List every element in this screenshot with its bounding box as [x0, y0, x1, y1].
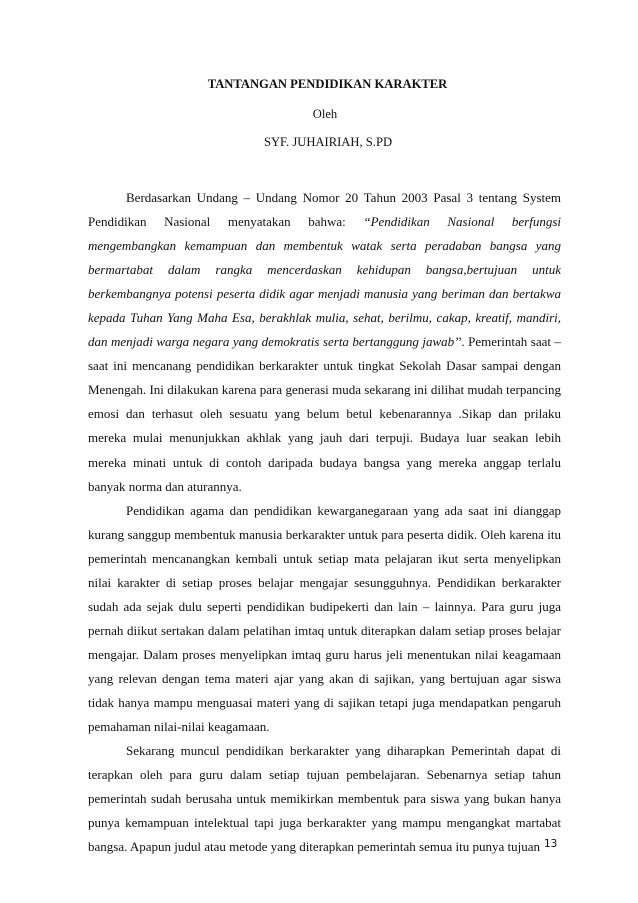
paragraph-1-lead: Berdasarkan Undang – Undang Nomor 20 Tahun 2003 Pasal 3 tentang System Pendidikan Nasional menyatakan bahwa:	[88, 190, 561, 230]
paragraph-2: Pendidikan agama dan pendidikan kewarganegaraan yang ada saat ini dianggap kurang sanggup membentuk manusia berkarakter untuk para peserta didik. Oleh karena itu pemerintah mencanangkan kembali untuk setiap mata pelajaran ikut serta menyelipkan nilai karakter di setiap proses belajar mengajar sesungguhnya. Pendidikan berkarakter sudah ada sejak dulu seperti pendidikan budipekerti dan lain – lainnya. Para guru juga pernah diikut sertakan dalam pelatihan imtaq untuk diterapkan dalam setiap proses belajar mengajar. Dalam proses menyelipkan imtaq guru harus jeli menentukan nilai keagamaan yang relevan dengan tema materi ajar yang akan di sajikan, yang bertujuan agar siswa tidak hanya mampu menguasai materi yang di sajikan tetapi juga mendapatkan pengaruh pemahaman nilai-nilai keagamaan.	[88, 502, 561, 735]
law-quote: “Pendidikan Nasional berfungsi mengembangkan kemampuan dan membentuk watak serta peradaban bangsa yang bermartabat dalam rangka mencerdaskan kehidupan bangsa,bertujuan untuk berkembangnya potensi peserta didik agar menjadi manusia yang beriman dan bertakwa kepada Tuhan Yang Maha Esa, berakhlak mulia, sehat, berilmu, cakap, kreatif, mandiri, dan menjadi warga negara yang demokratis serta bertanggung jawab’’	[88, 214, 561, 350]
document-body	[88, 186, 561, 859]
paragraph-1-rest: . Pemerintah saat – saat ini mencanang pendidikan berkarakter untuk tingkat Sekolah Dasar sampai dengan Menengah. Ini dilakukan karena para generasi muda sekarang ini dilihat mudah terpancing emosi dan terhasut oleh sesuatu yang belum betul kebenarannya .Sikap dan prilaku mereka mulai menunjukkan akhlak yang jauh dari terpuji. Budaya luar seakan lebih mereka minati untuk di contoh daripada budaya bangsa yang mereka anggap terlalu banyak norma dan aturannya.	[88, 334, 561, 494]
paragraph-3: Sekarang muncul pendidikan berkarakter yang diharapkan Pemerintah dapat di terapkan oleh para guru dalam setiap tujuan pembelajaran. Sebenarnya setiap tahun pemerintah sudah berusaha untuk memikirkan membentuk para siswa yang bukan hanya punya kemampuan intelektual tapi juga berkarakter yang mampu mengangkat martabat bangsa. Apapun judul atau metode yang diterapkan pemerintah semua itu punya tujuan	[88, 743, 561, 855]
paragraph-1	[88, 186, 561, 499]
document-title: TANTANGAN PENDIDIKAN KARAKTER	[207, 77, 448, 91]
page-number: 13	[544, 838, 558, 850]
author-name: SYF. JUHAIRIAH, S.PD	[263, 135, 393, 149]
byline-label: Oleh	[312, 107, 338, 121]
